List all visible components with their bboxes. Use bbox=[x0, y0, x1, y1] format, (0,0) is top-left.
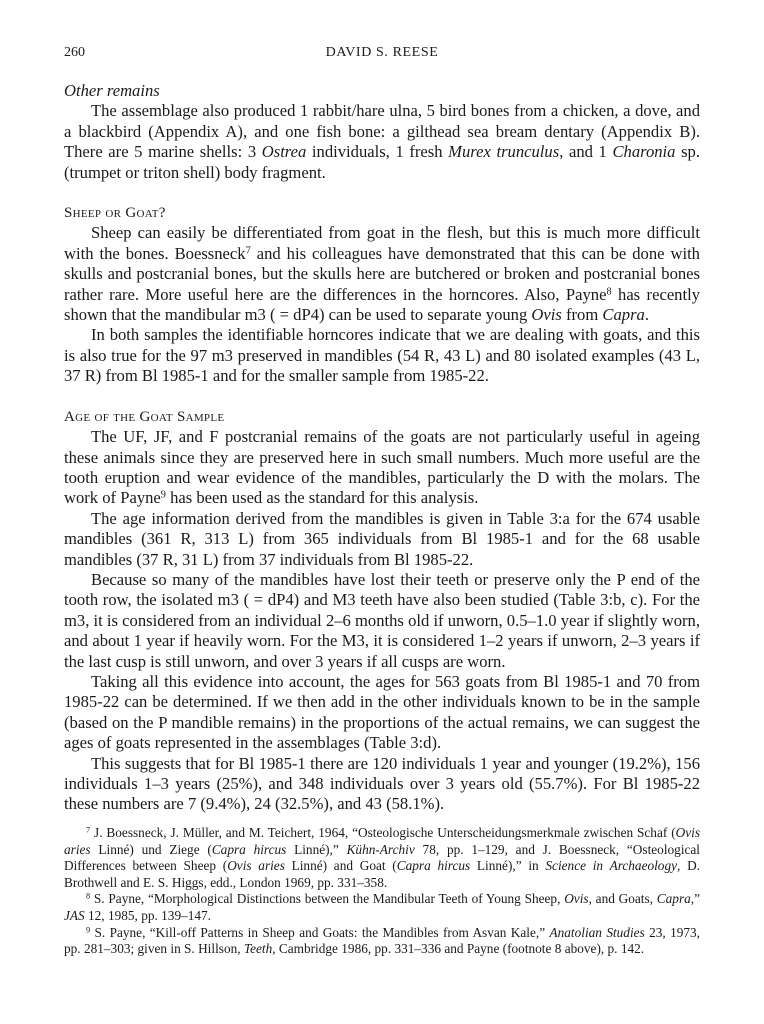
footnote-8: $^8$ S. Payne, “Morphological Distinctions between the Mandibular Teeth of Young Sheep, Ovis, and Goats, Capra,” JAS 12, 1985, pp. 139–147. bbox=[64, 891, 701, 923]
paragraph-age-1: The UF, JF, and F postcranial remains of the goats are not particularly useful in ageing these animals since they are preserved here in such small numbers. Much more useful are the tooth eruption and wear evidence of the mandibles, particularly the D with the molars. The work of Payne$^9$ has been used as the standard for this analysis. bbox=[64, 427, 700, 508]
footnote-7: $^7$ J. Boessneck, J. Müller, and M. Teichert, 1964, “Osteologische Unterscheidungsmerkmale zwischen Schaf (Ovis aries Linné) und Ziege (Capra hircus Linné),” Kühn-Archiv 78, pp. 1–129, and J. Boessneck, “Osteological Differences between Sheep (Ovis aries Linné) and Goat (Capra hircus Linné),” in Science in Archaeology, D. Brothwell and E. S. Higgs, edd., London 1969, pp. 331–358. bbox=[64, 825, 701, 890]
section-heading-age-of-goat-sample: Age of the Goat Sample bbox=[64, 408, 225, 425]
footnote-ref-8: 8 bbox=[606, 286, 612, 297]
paragraph-sheep-2: In both samples the identifiable horncores indicate that we are dealing with goats, and this is also true for the 97 m3 preserved in mandibles (54 R, 43 L) and 80 isolated examples (43 L, 37 R) from Bl 1985-1 and for the smaller sample from 1985-22. bbox=[64, 325, 700, 386]
paragraph-age-4: Taking all this evidence into account, the ages for 563 goats from Bl 1985-1 and 70 from 1985-22 can be determined. If we then add in the other individuals known to be in the sample (based on the P mandible remains) in the proportions of the actual remains, we can suggest the ages of goats represented in the assemblages (Table 3:d). bbox=[64, 671, 700, 753]
running-title: DAVID S. REESE bbox=[325, 45, 439, 60]
section-heading-other-remains: Other remains bbox=[64, 81, 160, 100]
page-number: 260 bbox=[64, 45, 85, 60]
paragraph-age-5: This suggests that for Bl 1985-1 there are 120 individuals 1 year and younger (19.2%), 156 individuals 1–3 years (25%), and 348 individuals over 3 years old (55.7%). For Bl 1985-22 these numbers are 7 (9.4%), 24 (32.5%), and 43 (58.1%). bbox=[64, 753, 700, 814]
section-heading-sheep-or-goat: Sheep or Goat? bbox=[64, 205, 166, 222]
footnote-9: $^9$ S. Payne, “Kill-off Patterns in Sheep and Goats: the Mandibles from Asvan Kale,” Anatolian Studies 23, 1973, pp. 281–303; given in S. Hillson, Teeth, Cambridge 1986, pp. 331–336 and Payne (footnote 8 above), p. 142. bbox=[64, 924, 701, 957]
paragraph-age-3: Because so many of the mandibles have lost their teeth or preserve only the P end of the tooth row, the isolated m3 ( = dP4) and M3 teeth have also been studied (Table 3:b, c). For the m3, it is considered from an individual 2–6 months old if unworn, 0.5–1.0 year if slightly worn, and about 1 year if heavily worn. For the M3, it is considered 1–2 years if unworn, 2–3 years if the last cusp is still unworn, and over 3 years if all cusps are worn. bbox=[64, 569, 700, 671]
paragraph-sheep-1: Sheep can easily be differentiated from goat in the flesh, but this is much more difficult with the bones. Boessneck$^7$ and his colleagues have demonstrated that this can be done with skulls and postcranial bones, but the skulls here are butchered or broken and postcranial bones rather rare. More useful here are the differences in the horncores. Also, Payne$^8$ has recently shown that the mandibular m3 ( = dP4) can be used to separate young Ovis from Capra. bbox=[64, 223, 700, 325]
footnote-ref-9: 9 bbox=[160, 489, 166, 501]
running-head bbox=[64, 45, 700, 65]
paragraph-age-2: The age information derived from the mandibles is given in Table 3:a for the 674 usable mandibles (361 R, 313 L) from 365 individuals from Bl 1985-1 and for the 68 usable mandibles (37 R, 31 L) from 37 individuals from Bl 1985-22. bbox=[64, 508, 700, 569]
footnote-ref-7: 7 bbox=[245, 245, 251, 257]
body-text bbox=[64, 81, 700, 815]
paragraph-other-remains: The assemblage also produced 1 rabbit/hare ulna, 5 bird bones from a chicken, a dove, and a blackbird (Appendix A), and one fish bone: a gilthead sea bream dentary (Appendix B). There are 5 marine shells: 3 Ostrea individuals, 1 fresh Murex trunculus, and 1 Charonia sp. (trumpet or triton shell) body fragment. bbox=[64, 101, 700, 182]
footnotes bbox=[64, 825, 700, 958]
